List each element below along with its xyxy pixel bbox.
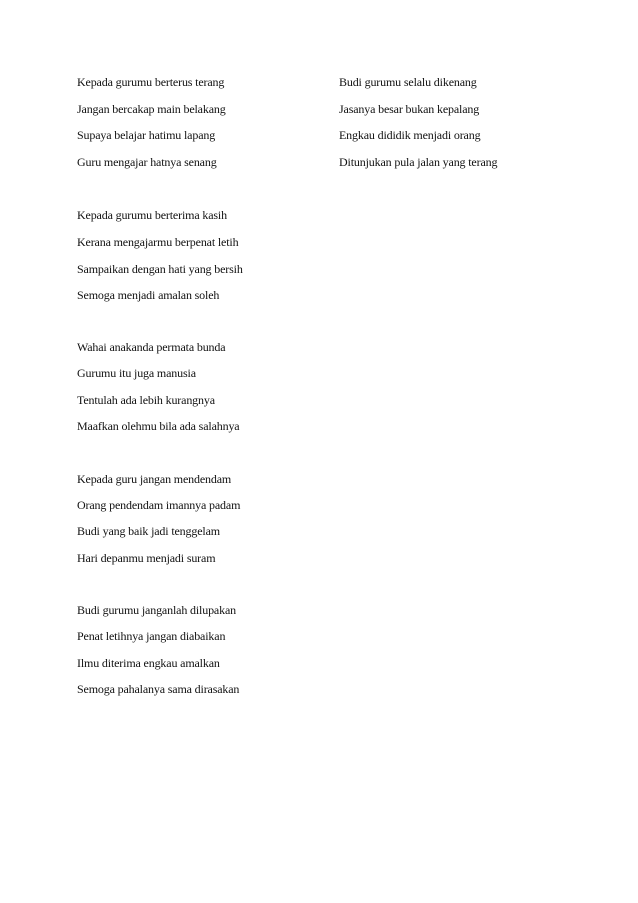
poem-line: Budi yang baik jadi tenggelam	[77, 524, 220, 538]
poem-line: Budi gurumu selalu dikenang	[339, 75, 477, 89]
poem-line: Supaya belajar hatimu lapang	[77, 128, 216, 142]
poem-line: Hari depanmu menjadi suram	[77, 551, 216, 565]
poem-line: Penat letihnya jangan diabaikan	[77, 629, 226, 643]
poem-line: Engkau dididik menjadi orang	[339, 128, 481, 142]
poem-line: Semoga pahalanya sama dirasakan	[77, 682, 240, 696]
poem-line: Kerana mengajarmu berpenat letih	[77, 235, 239, 249]
poem-line: Kepada gurumu berterima kasih	[77, 208, 227, 222]
poem-line: Tentulah ada lebih kurangnya	[77, 393, 215, 407]
poem-line: Maafkan olehmu bila ada salahnya	[77, 419, 240, 433]
poem-line: Gurumu itu juga manusia	[77, 366, 196, 380]
poem-line: Kepada gurumu berterus terang	[77, 75, 225, 89]
poem-line: Kepada guru jangan mendendam	[77, 472, 232, 486]
poem-line: Budi gurumu janganlah dilupakan	[77, 603, 236, 617]
poem-line: Ilmu diterima engkau amalkan	[77, 656, 220, 670]
poem-line: Ditunjukan pula jalan yang terang	[339, 155, 498, 169]
poem-line: Wahai anakanda permata bunda	[77, 340, 226, 354]
poem-line: Guru mengajar hatnya senang	[77, 155, 217, 169]
poem-line: Sampaikan dengan hati yang bersih	[77, 262, 243, 276]
poem-line: Jasanya besar bukan kepalang	[339, 102, 480, 116]
poem-line: Orang pendendam imannya padam	[77, 498, 241, 512]
poem-line: Semoga menjadi amalan soleh	[77, 288, 220, 302]
poem-line: Jangan bercakap main belakang	[77, 102, 226, 116]
